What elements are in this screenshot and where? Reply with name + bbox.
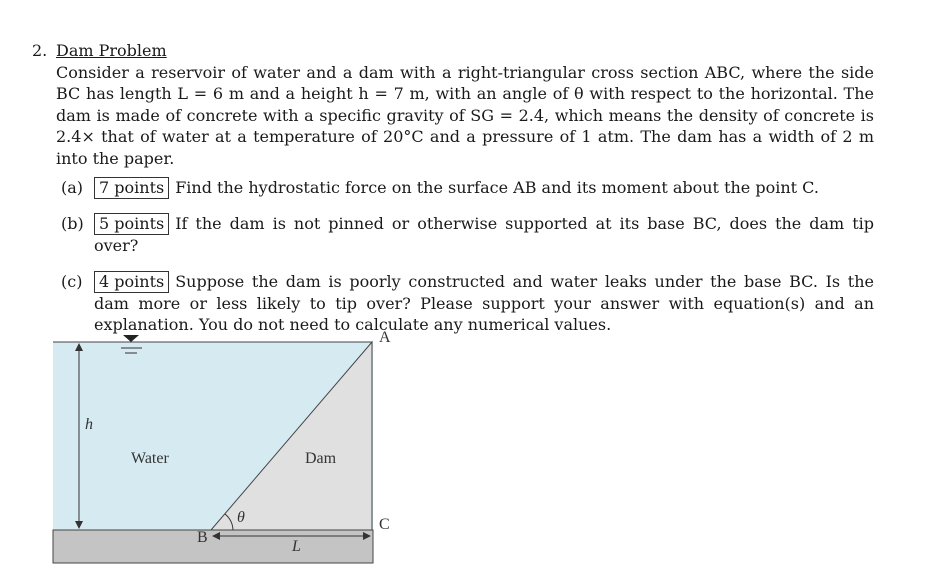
ground [53, 530, 373, 563]
height-label: h [85, 416, 93, 433]
dam-label: Dam [305, 450, 337, 467]
vertex-label-b: B [197, 529, 208, 546]
part-a-text: Find the hydrostatic force on the surface AB and its moment about the point C. [175, 178, 819, 197]
part-b-label: (b) [61, 214, 84, 233]
length-label: L [292, 538, 301, 555]
vertex-label-a: A [379, 329, 391, 346]
part-c-points: 4 points [94, 271, 169, 293]
vertex-label-c: C [379, 516, 390, 533]
part-a-label: (a) [61, 178, 84, 197]
problem-title: Dam Problem [56, 41, 167, 60]
problem-number: 2. [32, 41, 48, 60]
intro-line: Consider a reservoir of water and a dam with a right-triangular cross section ABC, where the side BC [56, 62, 874, 103]
part-b-text: If the dam is not pinned or otherwise supported at its base BC, does the dam tip over? [94, 214, 874, 255]
intro-line: of water at a temperature of 20°C and a pressure of 1 atm. The dam has a width of 2 m into the paper. [56, 127, 875, 168]
intro-line: has length L = 6 m and a height h = 7 m, with an angle of θ with respect to the horizontal. The dam is [56, 84, 874, 125]
part-c-text: Suppose the dam is poorly constructed and water leaks under the base BC. Is the dam more or less likely to tip over? Please support your answer with equation(s) and an explanation. You do not need to calculate any numerical values. [94, 271, 874, 334]
angle-label: θ [237, 509, 245, 526]
part-c-label: (c) [61, 271, 83, 291]
water-label: Water [131, 450, 169, 467]
intro-line: made of concrete with a specific gravity of SG = 2.4, which means the density of concrete is 2.4× that [56, 105, 875, 146]
part-b-points: 5 points [94, 213, 169, 235]
part-a-points: 7 points [94, 177, 169, 199]
